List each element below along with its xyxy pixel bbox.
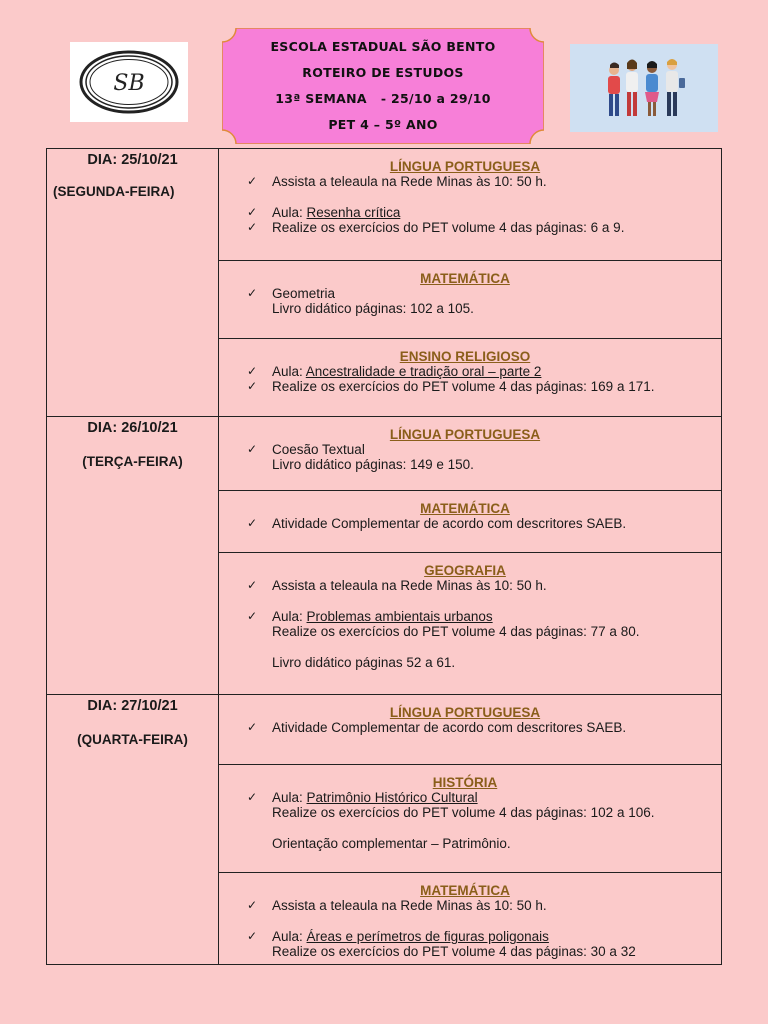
class-info: PET 4 – 5º ANO [328, 117, 438, 132]
seal-monogram: SB [113, 71, 145, 96]
task-line [247, 655, 711, 670]
day-cell [47, 417, 219, 695]
lesson-prefix: Aula: [272, 929, 307, 944]
day-cell [47, 695, 219, 965]
task-line [247, 836, 711, 851]
lesson-prefix: Aula: [272, 205, 307, 220]
check-icon: ✓ [247, 516, 258, 530]
task-line [247, 286, 711, 301]
task-text: Orientação complementar – Patrimônio. [272, 836, 511, 851]
lesson-link[interactable]: Ancestralidade e tradição oral – parte 2 [305, 364, 542, 379]
lesson-link[interactable]: Patrimônio Histórico Cultural [306, 790, 478, 805]
lesson-prefix: Aula: [272, 790, 307, 805]
line-gap [247, 189, 711, 205]
check-icon: ✓ [247, 174, 258, 188]
check-icon: ✓ [247, 929, 258, 943]
subject-cell [219, 417, 722, 491]
task-line [247, 205, 711, 220]
subject-title: MATEMÁTICA [420, 883, 510, 898]
check-icon: ✓ [247, 364, 258, 378]
task-text: Assista a teleaula na Rede Minas às 10: 50 h. [272, 578, 547, 593]
task-line [247, 364, 711, 379]
subject-cell [219, 695, 722, 765]
line-gap [247, 593, 711, 609]
subject-cell [219, 339, 722, 417]
check-icon: ✓ [247, 609, 258, 623]
doc-title: ROTEIRO DE ESTUDOS [302, 65, 464, 80]
check-icon: ✓ [247, 578, 258, 592]
week-range: 13ª SEMANA - 25/10 a 29/10 [275, 91, 491, 106]
task-text: Realize os exercícios do PET volume 4 das páginas: 77 a 80. [272, 624, 640, 639]
task-text: Livro didático páginas: 149 e 150. [272, 457, 474, 472]
schedule-row [47, 417, 722, 491]
schedule-row [47, 695, 722, 765]
subject-cell [219, 765, 722, 873]
task-text: Realize os exercícios do PET volume 4 das páginas: 6 a 9. [272, 220, 625, 235]
task-line [247, 174, 711, 189]
task-line [247, 790, 711, 805]
task-line [247, 457, 711, 472]
subject-title: HISTÓRIA [432, 775, 498, 790]
subject-title: LÍNGUA PORTUGUESA [389, 159, 541, 174]
task-line [247, 220, 711, 235]
check-icon: ✓ [247, 286, 258, 300]
task-line [247, 624, 711, 639]
task-line [247, 516, 711, 531]
task-text: Assista a teleaula na Rede Minas às 10: 50 h. [272, 174, 547, 189]
task-text: Atividade Complementar de acordo com descritores SAEB. [272, 720, 627, 735]
check-icon: ✓ [247, 720, 258, 734]
line-gap [247, 913, 711, 929]
subject-cell [219, 873, 722, 965]
task-text: Realize os exercícios do PET volume 4 das páginas: 30 a 32 [272, 944, 636, 959]
check-icon: ✓ [247, 790, 258, 804]
day-date: DIA: 26/10/21 [87, 420, 178, 436]
schedule-row [47, 149, 722, 261]
subject-title: MATEMÁTICA [420, 271, 510, 286]
line-gap [247, 820, 711, 836]
task-text: Realize os exercícios do PET volume 4 das páginas: 169 a 171. [272, 379, 655, 394]
task-text: Geometria [272, 286, 336, 301]
subject-title: ENSINO RELIGIOSO [399, 349, 531, 364]
subject-cell [219, 149, 722, 261]
subject-cell [219, 261, 722, 339]
subject-title: LÍNGUA PORTUGUESA [389, 705, 541, 720]
task-line [247, 929, 711, 944]
check-icon: ✓ [247, 220, 258, 234]
header-banner [222, 28, 544, 144]
subject-title: MATEMÁTICA [420, 501, 510, 516]
task-line [247, 609, 711, 624]
subject-cell [219, 553, 722, 695]
lesson-prefix: Aula: [272, 609, 307, 624]
subject-title: GEOGRAFIA [424, 563, 506, 578]
school-seal-logo [70, 42, 188, 122]
task-line [247, 578, 711, 593]
subject-cell [219, 491, 722, 553]
task-text: Atividade Complementar de acordo com descritores SAEB. [272, 516, 627, 531]
day-cell [47, 149, 219, 417]
seal-icon [77, 48, 181, 116]
day-weekday: (TERÇA-FEIRA) [82, 454, 183, 469]
students-icon [598, 48, 690, 128]
check-icon: ✓ [247, 205, 258, 219]
task-line [247, 720, 711, 735]
subject-title: LÍNGUA PORTUGUESA [389, 427, 541, 442]
schedule-table [46, 148, 722, 965]
check-icon: ✓ [247, 379, 258, 393]
lesson-link[interactable]: Problemas ambientais urbanos [306, 609, 493, 624]
task-text: Assista a teleaula na Rede Minas às 10: 50 h. [272, 898, 547, 913]
day-date: DIA: 25/10/21 [87, 152, 178, 168]
lesson-link[interactable]: Resenha crítica [306, 205, 401, 220]
task-line [247, 379, 711, 394]
students-illustration [570, 44, 718, 132]
day-date: DIA: 27/10/21 [87, 698, 178, 714]
lesson-link[interactable]: Áreas e perímetros de figuras poligonais [306, 929, 549, 944]
task-text: Coesão Textual [272, 442, 365, 457]
task-line [247, 944, 711, 959]
task-text: Livro didático páginas 52 a 61. [272, 655, 456, 670]
school-name: ESCOLA ESTADUAL SÃO BENTO [270, 39, 496, 54]
line-gap [247, 639, 711, 655]
day-weekday: (SEGUNDA-FEIRA) [53, 184, 175, 199]
day-weekday: (QUARTA-FEIRA) [77, 732, 188, 747]
task-line [247, 898, 711, 913]
task-line [247, 442, 711, 457]
check-icon: ✓ [247, 442, 258, 456]
task-text: Livro didático páginas: 102 a 105. [272, 301, 474, 316]
task-text: Realize os exercícios do PET volume 4 das páginas: 102 a 106. [272, 805, 655, 820]
lesson-prefix: Aula: [272, 364, 306, 379]
check-icon: ✓ [247, 898, 258, 912]
task-line [247, 805, 711, 820]
task-line [247, 301, 711, 316]
